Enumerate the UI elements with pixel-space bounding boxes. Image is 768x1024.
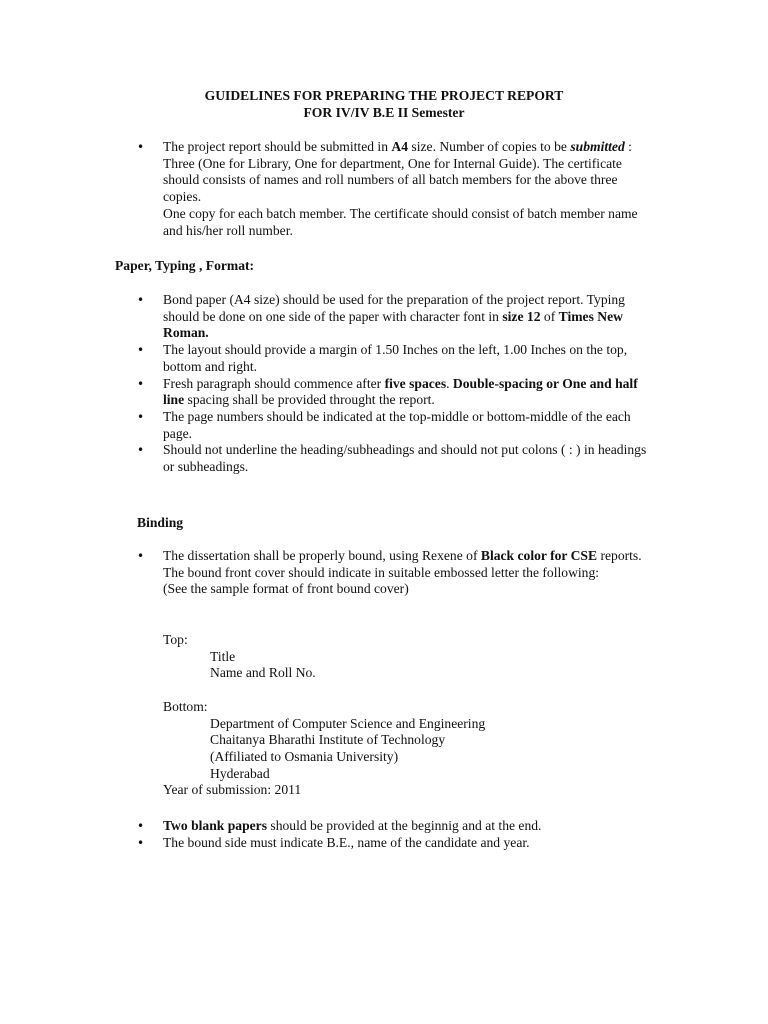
bottom-label: Bottom: (163, 698, 208, 714)
binding-bullet: • Two blank papers should be provided at the beginnig and at the end. (137, 818, 657, 835)
intro-text: : Three (One for Library, One for department, One for Internal Guide). The certificate should consists of names and roll numbers of all batch members for the above three copies. (163, 139, 632, 205)
paper-bullet: • Fresh paragraph should commence after five spaces. Double-spacing or One and half line spacing shall be provided throught the report. (137, 376, 657, 409)
bottom-line: Chaitanya Bharathi Institute of Technology (210, 732, 446, 748)
paper-bullet: • Bond paper (A4 size) should be used for the preparation of the project report. Typing should be done on one side of the paper with character font in size 12 of Times New Roman. (137, 292, 657, 342)
emphasis-color: Black color for CSE (480, 548, 598, 563)
emphasis-spacing: Double-spacing or One and half line (163, 375, 638, 408)
binding-list-2 (137, 818, 657, 851)
paper-list (137, 292, 657, 476)
bottom-line: Hyderabad (210, 765, 270, 781)
intro-list (137, 139, 657, 239)
submission-year: Year of submission: 2011 (163, 782, 302, 798)
emphasis-blank-papers: Two blank papers (163, 818, 267, 833)
bottom-line: (Affiliated to Osmania University) (210, 748, 399, 764)
top-line: Name and Roll No. (210, 665, 316, 681)
page-title-line-2: FOR IV/IV B.E II Semester (303, 105, 465, 120)
binding-bullet: • The bound side must indicate B.E., name of the candidate and year. (137, 835, 657, 852)
intro-emphasis-submitted: submitted (570, 139, 625, 154)
intro-text-2: One copy for each batch member. The certificate should consist of batch member name and his/her roll number. (163, 205, 638, 238)
intro-bullet (137, 139, 657, 239)
emphasis-spaces: five spaces (384, 375, 447, 391)
binding-list (137, 548, 657, 598)
emphasis-font: Times New Roman. (163, 308, 623, 341)
intro-text: The project report should be submitted in (163, 139, 392, 154)
section-heading-binding: Binding (137, 515, 184, 530)
paper-bullet: • Should not underline the heading/subheadings and should not put colons ( : ) in headings or subheadings. (137, 442, 657, 475)
emphasis-size: size 12 (502, 308, 541, 324)
paper-bullet: • The layout should provide a margin of 1.50 Inches on the left, 1.00 Inches on the top, bottom and right. (137, 342, 657, 375)
cover-format-block (163, 632, 663, 799)
section-heading-paper: Paper, Typing , Format: (115, 258, 255, 273)
bottom-line: Department of Computer Science and Engineering (210, 715, 486, 731)
sample-note: (See the sample format of front bound cover) (163, 581, 409, 597)
page-title-line-1: GUIDELINES FOR PREPARING THE PROJECT REPORT (204, 88, 564, 103)
binding-bullet: • The dissertation shall be properly bound, using Rexene of Black color for CSE reports. The bound front cover should indicate in suitable embossed letter the following: (See the sample format of front bound cover) (137, 548, 657, 598)
top-line: Title (210, 648, 236, 664)
intro-text: size. Number of copies to be (408, 139, 571, 154)
top-label: Top: (163, 632, 188, 647)
intro-emphasis-a4: A4 (391, 139, 409, 154)
paper-bullet: • The page numbers should be indicated at the top-middle or bottom-middle of the each page. (137, 409, 657, 442)
